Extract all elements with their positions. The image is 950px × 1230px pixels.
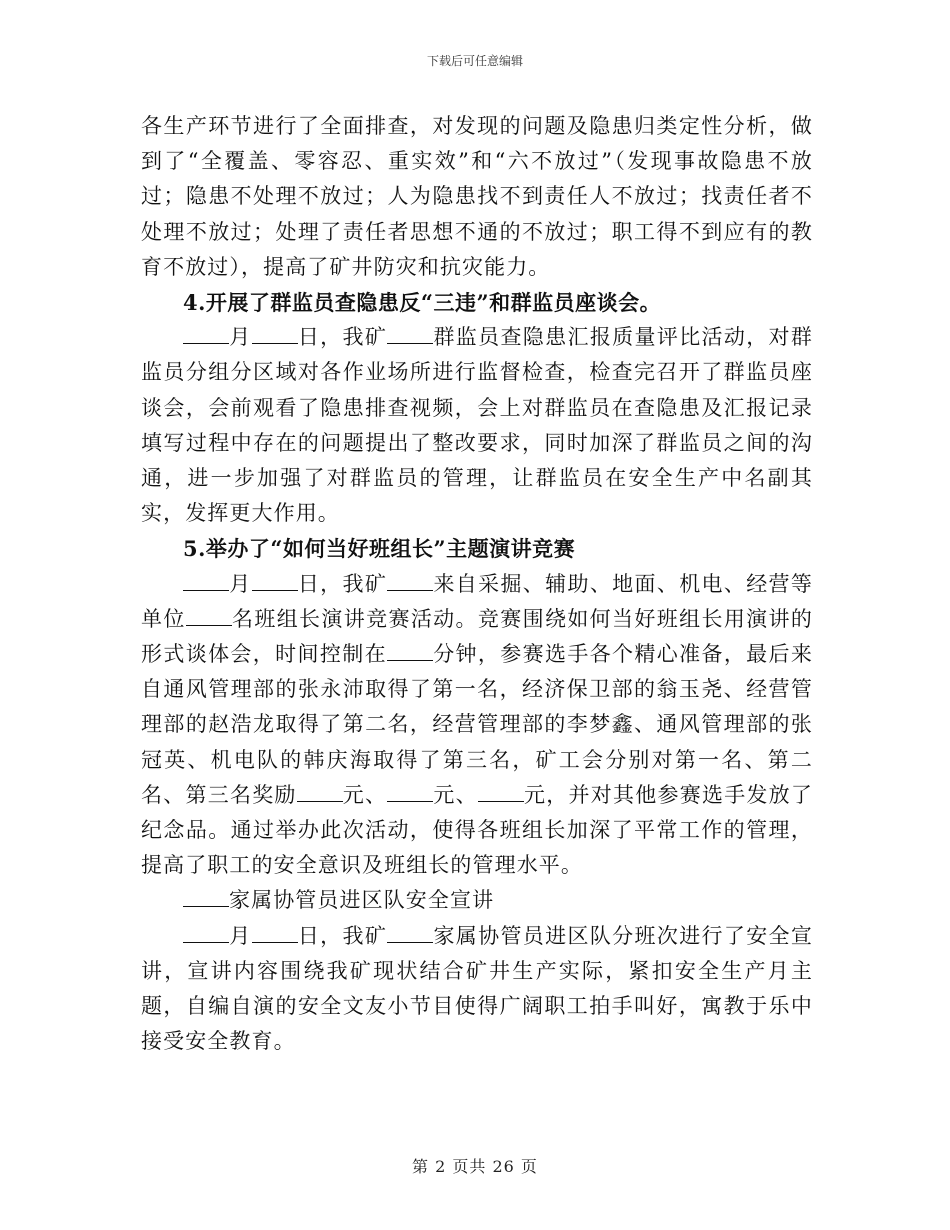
text-segment: 家属协管员进区队分班次进行了安全宣讲，宣讲内容围绕我矿现状结合矿井生产实际，紧扣安全生产月主题，自编自演的安全文友小节目使得广阔职工拍手叫好，寓教于乐中接受安全教育。 (141, 923, 813, 1054)
section-heading-4: 4.开展了群监员查隐患反“三违”和群监员座谈会。 (183, 290, 662, 316)
text-segment: 名班组长演讲竞赛活动。竞赛围绕如何当好班组长用演讲的形式谈体会，时间控制在 (141, 606, 813, 667)
blank-field (387, 325, 433, 344)
text-segment: 元、 (342, 782, 388, 807)
paragraph-family-coordinator-title (141, 883, 813, 918)
document-body (141, 109, 813, 1059)
blank-field (252, 325, 298, 344)
blank-field (183, 572, 229, 591)
blank-field (183, 888, 229, 907)
text-segment: 月 (229, 571, 252, 596)
text-segment: 月 (229, 923, 252, 948)
paragraph-supervisor-meeting (141, 320, 813, 531)
text-segment: 日，我矿 (297, 923, 388, 948)
blank-field (387, 924, 433, 943)
text-segment: 日，我矿 (297, 325, 388, 350)
blank-field (387, 783, 433, 802)
text-segment: 日，我矿 (297, 571, 388, 596)
paragraph-investigation: 各生产环节进行了全面排查，对发现的问题及隐患归类定性分析，做到了“全覆盖、零容忍、重实效”和“六不放过”（发现事故隐患不放过；隐患不处理不放过；人为隐患找不到责任人不放过；找责任者不处理不放过；处理了责任者思想不通的不放过；职工得不到应有的教育不放过），提高了矿井防灾和抗灾能力。 (141, 114, 813, 279)
blank-field (186, 607, 232, 626)
blank-field (387, 572, 433, 591)
blank-field (297, 783, 343, 802)
page-footer: 第 2 页共 26 页 (412, 1157, 538, 1176)
blank-field (478, 783, 524, 802)
text-segment: 分钟，参赛选手各个精心准备，最后来自通风管理部的张永沛取得了第一名，经济保卫部的翁玉尧、经营管理部的赵浩龙取得了第二名，经营管理部的李梦鑫、通风管理部的张冠英、机电队的韩庆海取得了第三名，矿工会分别对第一名、第二名、第三名奖励 (141, 642, 813, 807)
text-segment: 家属协管员进区队安全宣讲 (229, 888, 495, 913)
text-segment: 群监员查隐患汇报质量评比活动，对群监员分组分区域对各作业场所进行监督检查，检查完召开了群监员座谈会，会前观看了隐患排查视频，会上对群监员在查隐患及汇报记录填写过程中存在的问题提出了整改要求，同时加深了群监员之间的沟通，进一步加强了对群监员的管理，让群监员在安全生产中名副其实，发挥更大作用。 (141, 325, 813, 526)
text-segment: 来自采掘、辅助、地面、机电、经营等单位 (141, 571, 813, 631)
page-header: 下载后可任意编辑 (426, 54, 523, 68)
text-segment: 元、 (433, 782, 478, 807)
blank-field (252, 572, 298, 591)
text-segment: 元，并对其他参赛选手发放了纪念品。通过举办此次活动，使得各班组长加深了平常工作的管理，提高了职工的安全意识及班组长的管理水平。 (141, 782, 814, 878)
blank-field (387, 642, 433, 661)
blank-field (183, 325, 229, 344)
paragraph-speech-contest (141, 567, 813, 884)
section-heading-5: 5.举办了“如何当好班组长”主题演讲竞赛 (183, 536, 576, 562)
paragraph-family-coordinator (141, 919, 813, 1060)
blank-field (183, 924, 229, 943)
blank-field (252, 924, 298, 943)
text-segment: 月 (229, 325, 252, 350)
